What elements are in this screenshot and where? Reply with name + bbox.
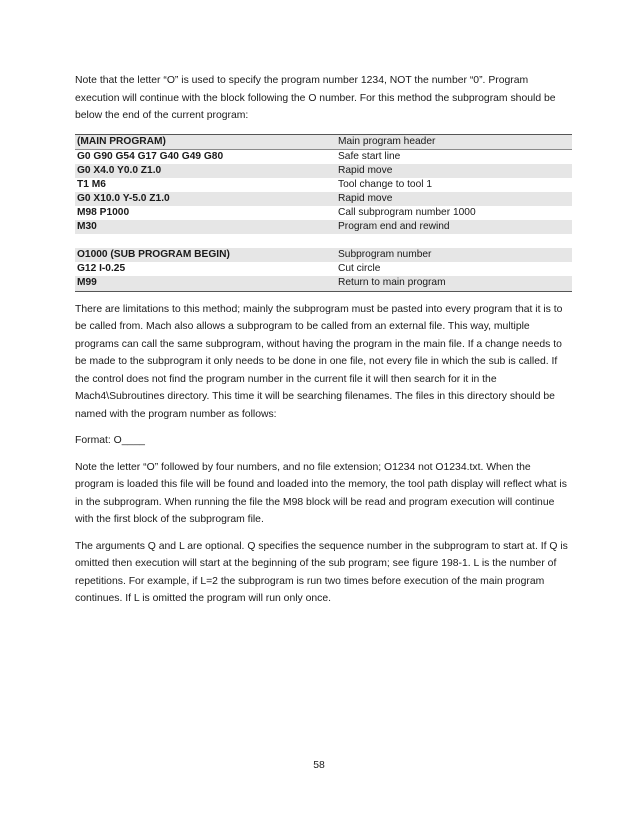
table-row	[75, 248, 572, 262]
code-cell: M98 P1000	[77, 206, 130, 218]
code-cell: M30	[75, 220, 336, 234]
description-cell: Cut circle	[338, 263, 381, 275]
description-cell: Return to main program	[336, 276, 572, 291]
description-cell: Program end and rewind	[336, 220, 572, 234]
description-cell: Subprogram number	[336, 248, 572, 262]
table-row	[75, 262, 572, 276]
description-cell: Rapid move	[336, 164, 572, 178]
format-line: Format: O____	[75, 435, 145, 447]
table-row	[75, 149, 572, 164]
note-paragraph: Note the letter “O” followed by four numbers, and no file extension; O1234 not O1234.txt. When the program is loaded this file will be found and loaded into the memory, the tool path display will reflect what is in the subprogram. When running the file the M98 block will be read and program execution will continue with the first block of the subprogram file.	[75, 461, 567, 526]
limitations-paragraph: There are limitations to this method; mainly the subprogram must be pasted into every program that it is to be called from. Mach also allows a subprogram to be called from an external file. This way, multiple programs can call the same subprogram, without having the program in the main file. If a change needs to be made to the subprogram it only needs to be done in one file, not every file in which the sub is called. If the control does not find the program number in the current file it will then search for it in the Mach4\Subroutines directory. This time it will be searching filenames. The files in this directory should be named with the program number as follows:	[75, 303, 563, 420]
table-row	[75, 220, 572, 234]
table-row	[75, 134, 572, 149]
code-cell: G0 X4.0 Y0.0 Z1.0	[75, 164, 336, 178]
code-cell: G0 X10.0 Y-5.0 Z1.0	[75, 192, 336, 206]
intro-paragraph: Note that the letter “O” is used to specify the program number 1234, NOT the number “0”. Program execution will continue with the block following the O number. For this method the subprogram should be below the end of the current program:	[75, 75, 556, 121]
table-row	[75, 192, 572, 206]
code-cell: (MAIN PROGRAM)	[75, 134, 336, 149]
description-cell: Tool change to tool 1	[338, 178, 433, 190]
code-cell: G12 I-0.25	[77, 263, 126, 275]
arguments-paragraph: The arguments Q and L are optional. Q specifies the sequence number in the subprogram to start at. If Q is omitted then execution will start at the beginning of the sub program; see figure 198-1. L is the number of repetitions. For example, if L=2 the subprogram is run two times before execution of the main program continues. If L is omitted the program will run only once.	[75, 540, 568, 605]
table-row-blank	[75, 234, 572, 248]
code-cell: G0 G90 G54 G17 G40 G49 G80	[77, 150, 224, 162]
description-cell: Call subprogram number 1000	[338, 206, 476, 218]
description-cell: Main program header	[336, 134, 572, 149]
table-row	[75, 206, 572, 220]
document-page	[75, 72, 572, 608]
code-cell: M99	[75, 276, 336, 291]
table-row	[75, 276, 572, 291]
table-row	[75, 164, 572, 178]
page-number: 58	[313, 760, 325, 771]
table-row	[75, 178, 572, 192]
description-cell: Safe start line	[338, 150, 401, 162]
code-cell: T1 M6	[77, 178, 106, 190]
description-cell: Rapid move	[336, 192, 572, 206]
code-cell: O1000 (SUB PROGRAM BEGIN)	[75, 248, 336, 262]
gcode-table	[75, 134, 572, 292]
